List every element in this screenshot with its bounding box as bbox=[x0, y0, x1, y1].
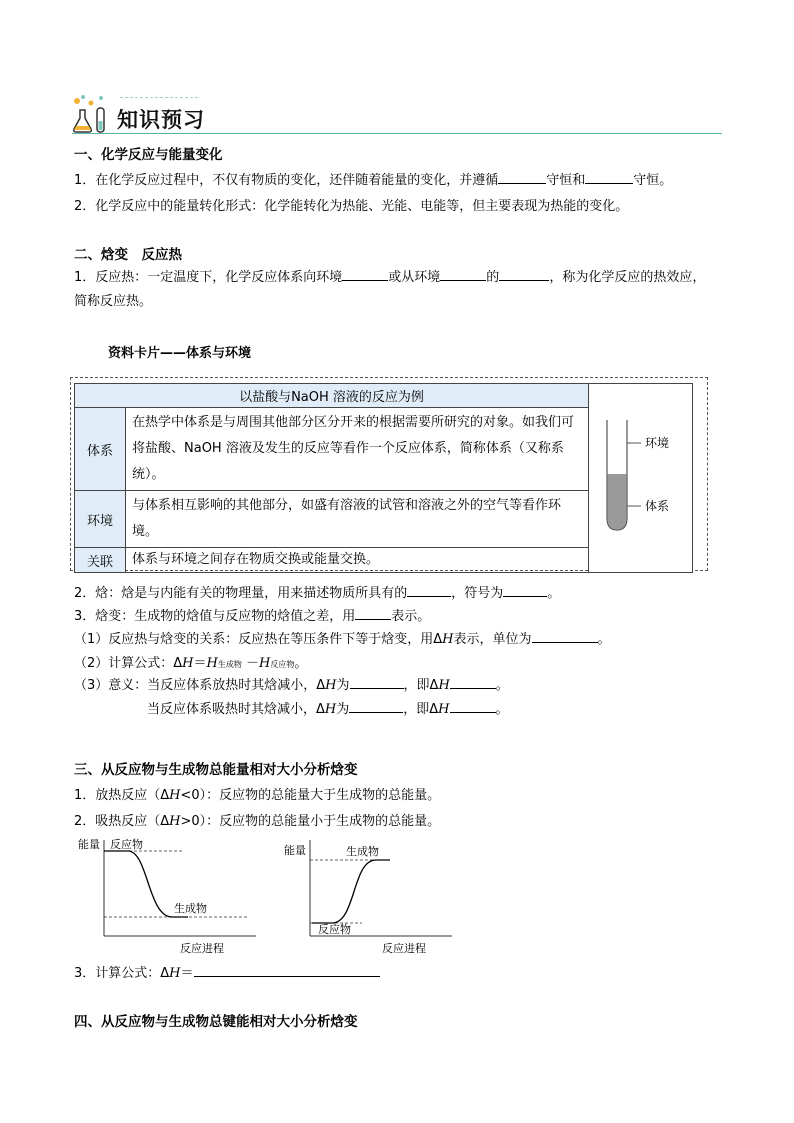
s3-line-1: 1．放热反应（ΔH<0）：反应物的总能量大于生成物的总能量。 bbox=[74, 788, 441, 803]
page-title: 知识预习 bbox=[117, 108, 205, 132]
header-logo-icon bbox=[71, 94, 113, 134]
s2-sub-1: （1）反应热与焓变的关系：反应热在等压条件下等于焓变，用ΔH表示，单位为 。 bbox=[74, 632, 611, 647]
left-x-label: 反应进程 bbox=[180, 942, 224, 955]
s2-sub-3-cont: 当反应体系吸热时其焓减小，ΔH为 ，即ΔH 。 bbox=[147, 702, 509, 717]
row-label-system: 体系 bbox=[75, 408, 126, 491]
endothermic-energy-diagram bbox=[282, 834, 462, 956]
right-y-label: 能量 bbox=[284, 844, 306, 857]
s2-sub-3: （3）意义：当反应体系放热时其焓减小，ΔH为 ，即ΔH 。 bbox=[74, 678, 509, 693]
s2-sub-2: （2）计算公式：ΔH＝H生成物 －H反应物。 bbox=[74, 656, 308, 671]
s1-line-2: 2．化学反应中的能量转化形式：化学能转化为热能、光能、电能等，但主要表现为热能的变化。 bbox=[74, 199, 629, 214]
s2-line-3: 3．焓变：生成物的焓值与反应物的焓值之差，用 表示。 bbox=[74, 609, 431, 624]
section-2-heading: 二、焓变 反应热 bbox=[74, 247, 182, 263]
right-x-label: 反应进程 bbox=[382, 942, 426, 955]
row-label-relation: 关联 bbox=[75, 548, 126, 573]
s3-line-3: 3．计算公式：ΔH＝ bbox=[74, 962, 380, 981]
s2-line-1-cont: 简称反应热。 bbox=[74, 294, 153, 309]
right-top-label: 生成物 bbox=[346, 845, 379, 858]
s2-line-1: 1．反应热：一定温度下，化学反应体系向环境 或从环境 的 ，称为化学反应的热效应， bbox=[74, 270, 706, 285]
section-3-heading: 三、从反应物与生成物总能量相对大小分析焓变 bbox=[74, 762, 358, 778]
right-bottom-label: 反应物 bbox=[318, 923, 351, 936]
header-dashed-line bbox=[120, 97, 198, 98]
s1-line-1: 1．在化学反应过程中，不仅有物质的变化，还伴随着能量的变化，并遵循 守恒和 守恒。 bbox=[74, 173, 673, 188]
left-bottom-label: 生成物 bbox=[174, 902, 207, 915]
test-tube-figure bbox=[589, 384, 693, 573]
header-divider bbox=[72, 133, 722, 134]
table-header: 以盐酸与NaOH 溶液的反应为例 bbox=[75, 384, 589, 408]
s2-line-2: 2．焓：焓是与内能有关的物理量，用来描述物质所具有的 ，符号为 。 bbox=[74, 586, 561, 601]
row-label-environment: 环境 bbox=[75, 491, 126, 548]
row-text-relation: 体系与环境之间存在物质交换或能量交换。 bbox=[126, 548, 589, 573]
left-top-label: 反应物 bbox=[110, 838, 143, 851]
left-y-label: 能量 bbox=[78, 838, 100, 851]
section-4-heading: 四、从反应物与生成物总键能相对大小分析焓变 bbox=[74, 1014, 358, 1030]
exothermic-energy-diagram bbox=[76, 834, 256, 956]
card-title: 资料卡片——体系与环境 bbox=[108, 346, 252, 361]
tube-label-environment: 环境 bbox=[645, 436, 670, 450]
row-text-system: 在热学中体系是与周围其他部分区分开来的根据需要所研究的对象。如我们可将盐酸、NaOH 溶液及发生的反应等看作一个反应体系，简称体系（又称系统）。 bbox=[126, 408, 589, 491]
row-text-environment: 与体系相互影响的其他部分，如盛有溶液的试管和溶液之外的空气等看作环境。 bbox=[126, 491, 589, 548]
test-tube-icon bbox=[589, 390, 692, 562]
tube-label-system: 体系 bbox=[645, 499, 670, 513]
section-1-heading: 一、化学反应与能量变化 bbox=[74, 147, 223, 163]
system-environment-table bbox=[74, 383, 693, 573]
s3-line-2: 2．吸热反应（ΔH>0）：反应物的总能量小于生成物的总能量。 bbox=[74, 814, 441, 829]
